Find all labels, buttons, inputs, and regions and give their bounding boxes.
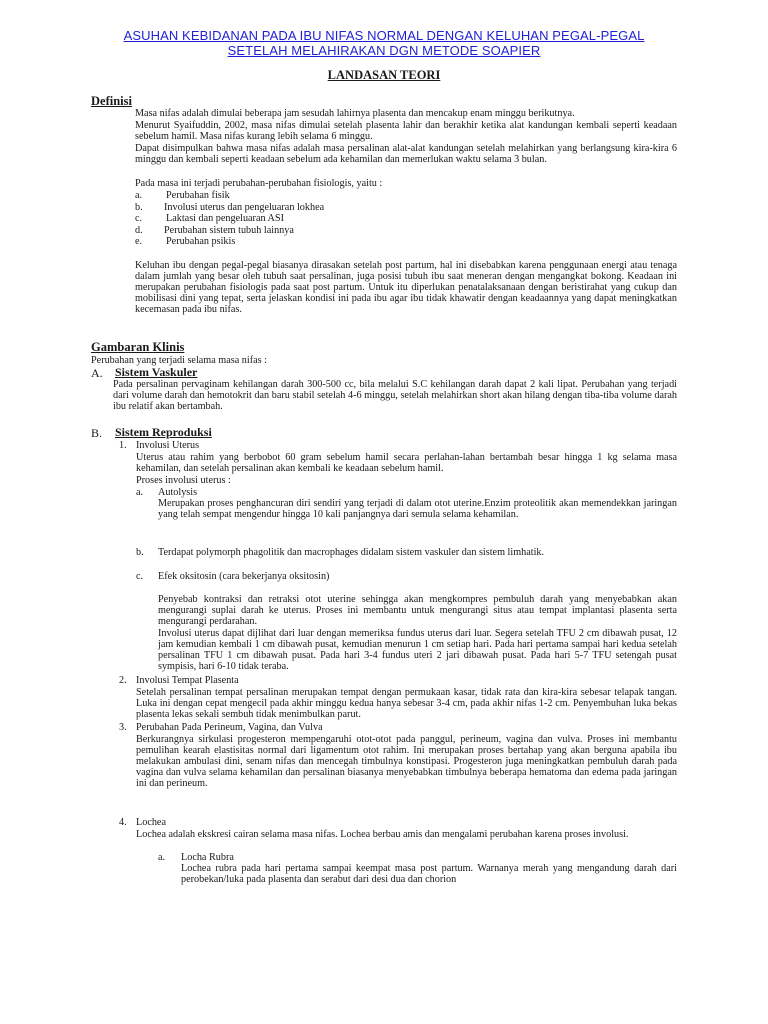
definisi-para-2: Menurut Syaifuddin, 2002, masa nifas dimulai setelah plasenta lahir dan berakhir ketika alat kandungan kembali seperti keadaan sebelum hamil. Masa nifas kurang lebih selama 6 minggu.	[135, 120, 677, 142]
list-marker: d.	[135, 225, 143, 236]
locha-rubra-text: Lochea rubra pada hari pertama sampai keempat masa post partum. Warnanya merah yang mengandung darah dari perobekan/luka pada plasenta dan serabut dari desi dua dan chorion	[181, 863, 677, 885]
involusi-plasenta-title: Involusi Tempat Plasenta	[136, 675, 239, 686]
definisi-heading: Definisi	[91, 94, 132, 108]
document-title-line-1[interactable]: ASUHAN KEBIDANAN PADA IBU NIFAS NORMAL DENGAN KELUHAN PEGAL-PEGAL	[123, 28, 645, 43]
locha-rubra-title: Locha Rubra	[181, 852, 234, 863]
list-marker: a.	[135, 190, 143, 201]
lochea-item-marker-a: a.	[158, 852, 166, 863]
item-marker-c: c.	[136, 571, 144, 582]
list-item: Perubahan fisik	[166, 190, 230, 201]
proses-involusi-label: Proses involusi uterus :	[136, 475, 231, 486]
perineum-title: Perubahan Pada Perineum, Vagina, dan Vulva	[136, 722, 323, 733]
polymorph-text: Terdapat polymorph phagolitik dan macrophages didalam sistem vaskuler dan sistem limhatik.	[158, 547, 545, 558]
document-title-line-2[interactable]: SETELAH MELAHIRAKAN DGN METODE SOAPIER	[227, 43, 541, 58]
item-number-1: 1.	[119, 440, 127, 451]
oksitosin-para-2: Involusi uterus dapat dijlihat dari luar dengan memeriksa fundus uterus dari luar. Segera setelah TFU 2 cm dibawah pusat, 12 jam kemudian kembali 1 cm dibawah pusat, kemudian menurun 1 cm setiap hari. Pada hari pertama sampai hari kedua setelah persalinan TFU 1 cm dibawah pusat. Pada hari 3-4 fundus uteri 2 jari dibawah pusat. Pada hari 5-7 TFU setengah pusat sympisis, hari 6-10 tidak teraba.	[158, 628, 677, 672]
definisi-para-1: Masa nifas adalah dimulai beberapa jam sesudah lahirnya plasenta dan mencakup enam minggu berikutnya.	[135, 108, 575, 119]
sistem-reproduksi-heading: Sistem Reproduksi	[115, 425, 212, 439]
section-marker-b: B.	[91, 426, 103, 440]
item-number-4: 4.	[119, 817, 127, 828]
item-number-3: 3.	[119, 722, 127, 733]
involusi-plasenta-text: Setelah persalinan tempat persalinan merupakan tempat dengan permukaan kasar, tidak rata dan kira-kira sebesar telapak tangan. Luka ini dengan cepat mengecil pada akhir minggu kedua hanya sebesar 3-4 cm, pada akhir nifas 1-2 cm. Penyembuhan luka bekas plasenta lekas sekali sembuh tidak menimbulkan parut.	[136, 687, 677, 720]
autolysis-title: Autolysis	[158, 487, 198, 498]
list-item: Laktasi dan pengeluaran ASI	[166, 213, 284, 224]
list-item: Perubahan sistem tubuh lainnya	[164, 225, 294, 236]
lochea-title: Lochea	[136, 817, 166, 828]
section-title: LANDASAN TEORI	[327, 68, 441, 82]
perineum-text: Berkurangnya sirkulasi progesteron mempengaruhi otot-otot pada panggul, perineum, vagina dan vulva. Proses ini membantu pemulihan kearah elastisitas normal dari ligamentum otot rahim. Ini merupakan proses bertahap yang akan berguna apabila ibu melakukan ambulasi dini, senam nifas dan mencegah timbulnya konstipasi. Progesteron juga meningkatkan pembuluh darah pada vagina dan vulva selama kehamilan dan persalinan biasanya menyebabkan timbulnya beberapa hematoma dan edema pada jaringan ini dan perineum.	[136, 734, 677, 789]
definisi-para-4: Pada masa ini terjadi perubahan-perubahan fisiologis, yaitu :	[135, 178, 383, 189]
item-marker-b: b.	[136, 547, 144, 558]
gambaran-klinis-heading: Gambaran Klinis	[91, 340, 185, 354]
autolysis-text: Merupakan proses penghancuran diri sendiri yang terjadi di dalam otot uterine.Enzim proteolitik akan memendekkan jaringan yang telah sempat mengendur hingga 10 kali panjangnya dari semula selama kehamilan.	[158, 498, 677, 520]
list-item: Perubahan psikis	[166, 236, 236, 247]
list-marker: e.	[135, 236, 143, 247]
oksitosin-title: Efek oksitosin (cara bekerjanya oksitosin)	[158, 571, 330, 582]
list-item: Involusi uterus dan pengeluaran lokhea	[164, 202, 325, 213]
involusi-uterus-title: Involusi Uterus	[136, 440, 200, 451]
sistem-vaskuler-heading: Sistem Vaskuler	[115, 365, 198, 379]
list-marker: c.	[135, 213, 143, 224]
item-marker-a: a.	[136, 487, 144, 498]
list-marker: b.	[135, 202, 143, 213]
involusi-uterus-text: Uterus atau rahim yang berbobot 60 gram sebelum hamil secara perlahan-lahan bertambah besar hingga 1 kg selama masa kehamilan, dan setelah persalinan akan kembali ke keadaan sebelum hamil.	[136, 452, 677, 474]
definisi-para-3: Dapat disimpulkan bahwa masa nifas adalah masa persalinan alat-alat kandungan setelah melahirkan yang berlangsung kira-kira 6 minggu dan kembali seperti keadaan sebelum ada kehamilan dan memerlukan waktu selama 3 bulan.	[135, 143, 677, 165]
gambaran-klinis-intro: Perubahan yang terjadi selama masa nifas :	[91, 355, 267, 366]
oksitosin-para-1: Penyebab kontraksi dan retraksi otot uterine sehingga akan mengkompres pembuluh darah yang menyebabkan akan mengurangi suplai darah ke uterus. Proses ini membantu untuk mengurangi situs atau tempat implantasi plasenta serta mengurangi perdarahan.	[158, 594, 677, 627]
section-marker-a: A.	[91, 366, 103, 380]
sistem-vaskuler-text: Pada persalinan pervaginam kehilangan darah 300-500 cc, bila melalui S.C kehilangan darah dapat 2 kali lipat. Perubahan yang terjadi dari volume darah dan hemotokrit dan baru stabil setelah 4-6 minggu, setelah melahirkan short akan hilang dengan tiba-tiba volume darah ibu relatif akan bertambah.	[113, 379, 677, 412]
definisi-para-5: Keluhan ibu dengan pegal-pegal biasanya dirasakan setelah post partum, hal ini disebabkan karena penggunaan energi atau tenaga dalam jumlah yang besar oleh tubuh saat persalinan, juga posisi tubuh ibu saat meneran dengan mengangkat bokong. Keadaan ini merupakan perubahan fisiologis pada saat post partum. Untuk itu diperlukan penatalaksanaan dengan beristirahat yang cukup dan mobilisasi dini yang tepat, serta jelaskan kondisi ini pada ibu agar ibu tidak khawatir dengan keadaannya yang dapat meningkatkan kecemasan pada ibu nifas.	[135, 260, 677, 315]
lochea-text: Lochea adalah ekskresi cairan selama masa nifas. Lochea berbau amis dan mengalami perubahan karena proses involusi.	[136, 829, 629, 840]
item-number-2: 2.	[119, 675, 127, 686]
